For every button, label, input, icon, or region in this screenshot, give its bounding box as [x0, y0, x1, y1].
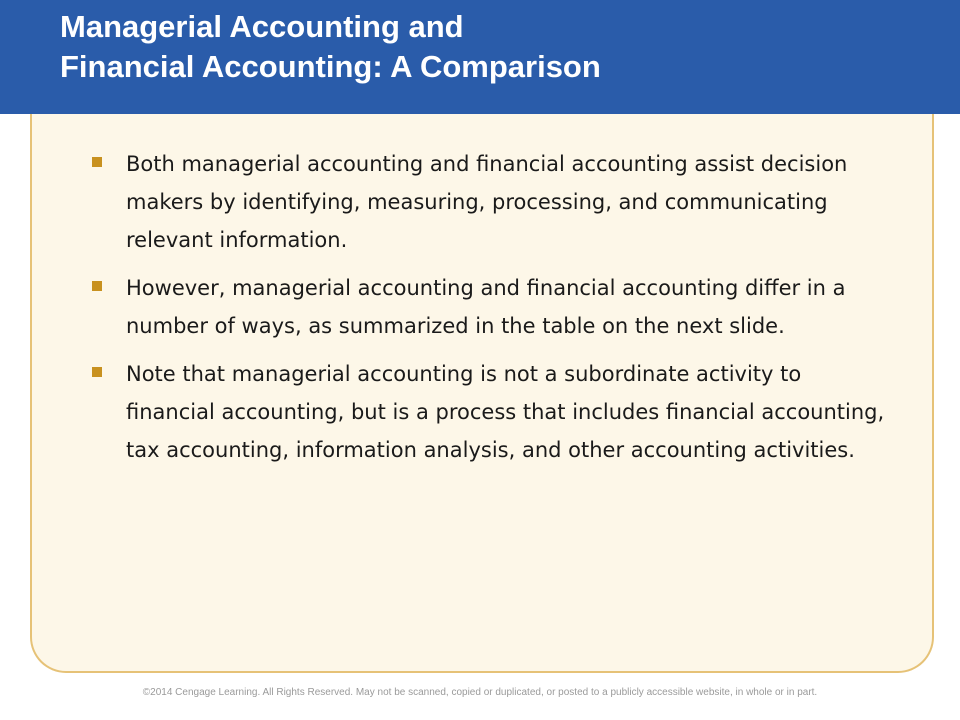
- copyright-footer: ©2014 Cengage Learning. All Rights Reserved. May not be scanned, copied or duplicated, or posted to a publicly accessible website, in whole or in part.: [142, 687, 818, 698]
- square-bullet-icon: [92, 157, 102, 167]
- slide-title-line-1: Managerial Accounting and: [60, 9, 464, 44]
- slide-title: [60, 7, 601, 87]
- slide-title-line-2: Financial Accounting: A Comparison: [60, 49, 601, 84]
- bullet-item: [90, 355, 890, 469]
- bullet-text: Note that managerial accounting is not a subordinate activity to financial accounting, but is a process that includes financial accounting, tax accounting, information analysis, and other accounting activities.: [126, 362, 885, 462]
- bullet-item: [90, 145, 890, 259]
- bullet-text: However, managerial accounting and financial accounting differ in a number of ways, as summarized in the table on the next slide.: [126, 276, 846, 338]
- bullet-list: [90, 145, 890, 479]
- bullet-item: [90, 269, 890, 345]
- square-bullet-icon: [92, 281, 102, 291]
- bullet-text: Both managerial accounting and financial accounting assist decision makers by identifying, measuring, processing, and communicating relevant information.: [126, 152, 848, 252]
- square-bullet-icon: [92, 367, 102, 377]
